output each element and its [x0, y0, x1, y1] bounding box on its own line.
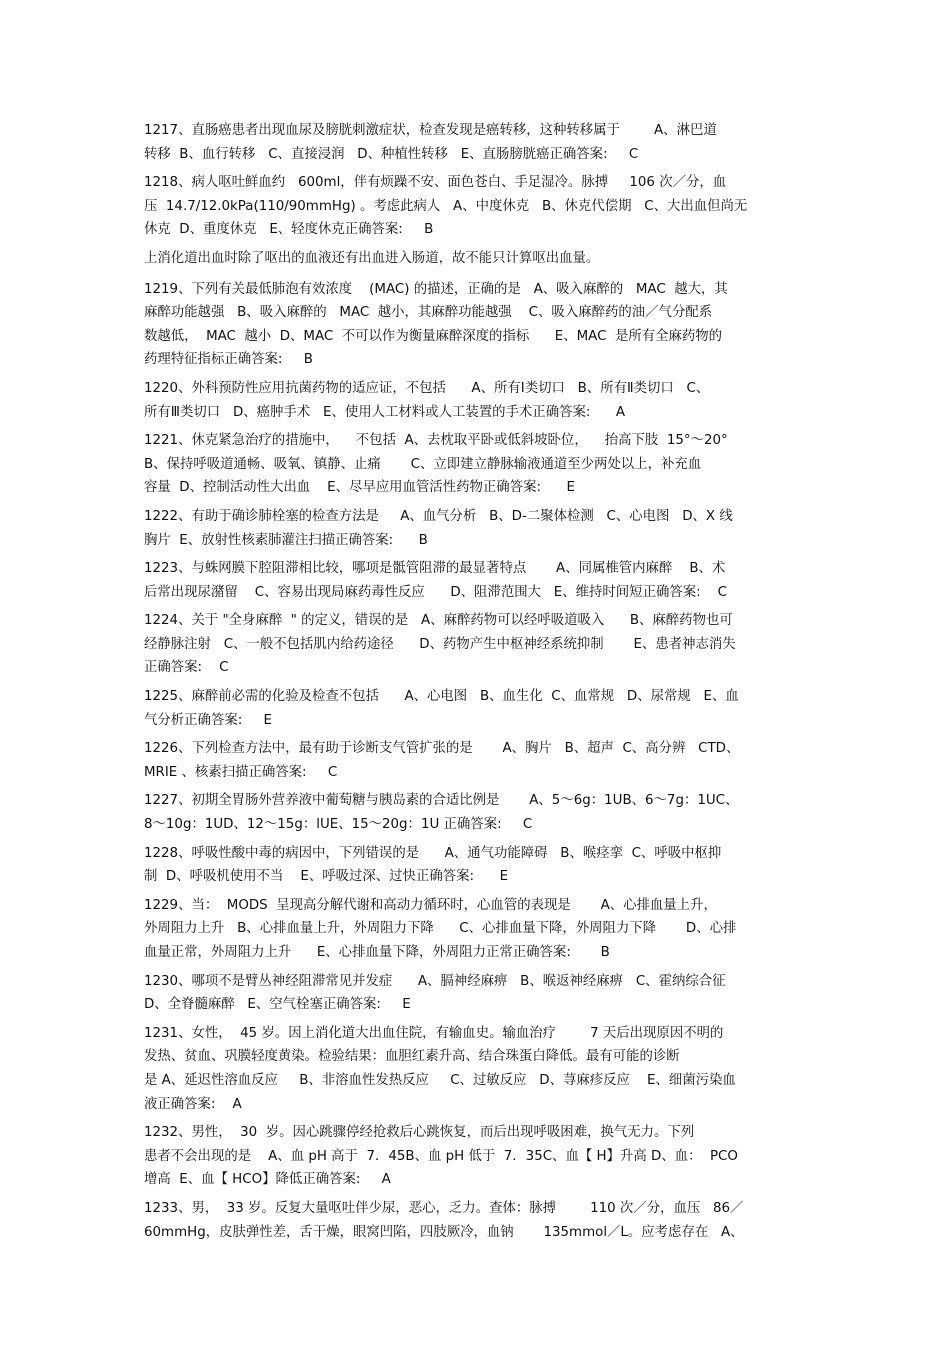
- question-1231: [144, 1022, 810, 1116]
- question-line: 8～10g：1UD、12～15g：lUE、15～20g：1U 正确答案: C: [144, 817, 533, 833]
- question-line: 麻醉功能越强 B、吸入麻醉的 MAC 越小，其麻醉功能越强 C、吸入麻醉药的油／气分配系: [144, 305, 713, 321]
- question-1232: [144, 1121, 810, 1192]
- question-line: 1224、关于 "全身麻醉 " 的定义，错误的是 A、麻醉药物可以经呼吸道吸入 B、麻醉药物也可: [144, 613, 733, 629]
- question-line: D、全脊髓麻醉 E、空气栓塞正确答案: E: [144, 997, 411, 1013]
- question-1230: [144, 970, 810, 1017]
- question-1218: [144, 171, 810, 242]
- question-line: 气分析正确答案: E: [144, 712, 272, 728]
- question-line: 1220、外科预防性应用抗菌药物的适应证，不包括 A、所有Ⅰ类切口 B、所有Ⅱ类切口 C、: [144, 380, 710, 396]
- question-line: 转移 B、血行转移 C、直接浸润 D、种植性转移 E、直肠膀胱癌正确答案: C: [144, 146, 639, 162]
- question-line: 1227、初期全胃肠外营养液中葡萄糖与胰岛素的合适比例是 A、5～6g：1UB、6～7g：1UC、: [144, 793, 739, 809]
- question-line: 经静脉注射 C、一般不包括肌内给药途径 D、药物产生中枢神经系统抑制 E、患者神志消失: [144, 636, 736, 652]
- question-line: 后常出现尿潴留 C、容易出现局麻药毒性反应 D、阻滞范围大 E、维持时间短正确答案: C: [144, 584, 728, 600]
- question-line: 压 14.7/12.0kPa(110/90mmHg) 。考虑此病人 A、中度休克 B、休克代偿期 C、大出血但尚无: [144, 198, 748, 214]
- question-line: 1233、男， 33 岁。反复大量呕吐伴少尿，恶心，乏力。查体：脉搏 110 次／分，血压 86／: [144, 1200, 744, 1216]
- question-line: 所有Ⅲ类切口 D、癌肿手术 E、使用人工材料或人工装置的手术正确答案: A: [144, 404, 626, 420]
- question-line: 1222、有助于确诊肺栓塞的检查方法是 A、血气分析 B、D-二聚体检测 C、心电图 D、X 线: [144, 508, 733, 524]
- question-1233: [144, 1197, 810, 1244]
- question-line: 1218、病人呕吐鲜血约 600ml，伴有烦躁不安、面色苍白、手足湿冷。脉搏 106 次／分，血: [144, 175, 727, 191]
- question-line: 患者不会出现的是 A、血 pH 高于 7．45B、血 pH 低于 7．35C、血【 H】升高 D、血： PCO: [144, 1148, 738, 1164]
- document-body: [144, 119, 810, 1249]
- question-line: 1225、麻醉前必需的化验及检查不包括 A、心电图 B、血生化 C、血常规 D、尿常规 E、血: [144, 689, 739, 705]
- question-line: 增高 E、血【 HCO】降低正确答案: A: [144, 1172, 391, 1188]
- question-1229: [144, 894, 810, 965]
- question-line: 1217、直肠癌患者出现血尿及膀胱刺激症状，检查发现是癌转移，这种转移属于 A、淋巴道: [144, 123, 717, 138]
- question-line: 数越低， MAC 越小 D、MAC 不可以作为衡量麻醉深度的指标 E、MAC 是所有全麻药物的: [144, 328, 723, 344]
- question-line: 1231、女性， 45 岁。因上消化道大出血住院，有输血史。输血治疗 7 天后出现原因不明的: [144, 1025, 724, 1041]
- question-line: MRIE 、核素扫描正确答案: C: [144, 764, 338, 780]
- question-1223: [144, 557, 810, 604]
- question-1226: [144, 737, 810, 784]
- question-line: 1219、下列有关最低肺泡有效浓度 (MAC) 的描述，正确的是 A、吸入麻醉的 MAC 越大，其: [144, 281, 728, 297]
- question-line: 1221、休克紧急治疗的措施中， 不包括 A、去枕取平卧或低斜坡卧位， 抬高下肢 15°～20°: [144, 433, 728, 449]
- question-line: 制 D、呼吸机使用不当 E、呼吸过深、过快正确答案: E: [144, 869, 509, 885]
- question-line: 胸片 E、放射性核素肺灌注扫描正确答案: B: [144, 532, 428, 548]
- question-1221: [144, 429, 810, 500]
- question-line: 1226、下列检查方法中，最有助于诊断支气管扩张的是 A、胸片 B、超声 C、高分辨 CTD、: [144, 741, 740, 757]
- question-line: B、保持呼吸道通畅、吸氧、镇静、止痛 C、立即建立静脉输液通道至少两处以上，补充血: [144, 456, 702, 472]
- question-1227: [144, 789, 810, 836]
- question-1225: [144, 685, 810, 732]
- question-line: 药理特征指标正确答案: B: [144, 352, 313, 368]
- question-line: 血量正常，外周阻力上升 E、心排血量下降，外周阻力正常正确答案: B: [144, 945, 610, 960]
- note-line: 上消化道出血时除了呕出的血液还有出血进入肠道，故不能只计算呕出血量。: [144, 250, 600, 266]
- question-line: 1223、与蛛网膜下腔阻滞相比较，哪项是骶管阻滞的最显著特点 A、同属椎管内麻醉 B、术: [144, 561, 726, 577]
- question-line: 休克 D、重度休克 E、轻度休克正确答案: B: [144, 222, 434, 238]
- question-1217: [144, 119, 810, 166]
- question-line: 外周阻力上升 B、心排血量上升，外周阻力下降 C、心排血量下降，外周阻力下降 D、心排: [144, 921, 737, 937]
- question-1222: [144, 505, 810, 552]
- question-1228: [144, 842, 810, 889]
- question-line: 是 A、延迟性溶血反应 B、非溶血性发热反应 C、过敏反应 D、荨麻疹反应 E、细菌污染血: [144, 1072, 736, 1088]
- question-line: 液正确答案: A: [144, 1096, 242, 1112]
- question-1219: [144, 278, 810, 372]
- question-1220: [144, 377, 810, 424]
- question-line: 1230、哪项不是臂丛神经阻滞常见并发症 A、膈神经麻痹 B、喉返神经麻痹 C、霍纳综合征: [144, 973, 726, 989]
- question-line: 正确答案: C: [144, 660, 229, 676]
- question-line: 60mmHg，皮肤弹性差，舌干燥，眼窝凹陷，四肢厥冷，血钠 135mmol／L。应考虑存在 A、: [144, 1224, 744, 1240]
- question-line: 1228、呼吸性酸中毒的病因中，下列错误的是 A、通气功能障碍 B、喉痉挛 C、呼吸中枢抑: [144, 845, 722, 861]
- question-line: 容量 D、控制活动性大出血 E、尽早应用血管活性药物正确答案: E: [144, 480, 575, 496]
- question-line: 发热、贫血、巩膜轻度黄染。检验结果：血胆红素升高、结合珠蛋白降低。最有可能的诊断: [144, 1049, 680, 1065]
- question-1224: [144, 609, 810, 680]
- question-line: 1229、当： MODS 呈现高分解代谢和高动力循环时，心血管的表现是 A、心排血量上升，: [144, 897, 717, 913]
- question-line: 1232、男性， 30 岁。因心跳骤停经抢救后心跳恢复，而后出现呼吸困难，换气无力。下列: [144, 1125, 695, 1141]
- explanation-note: [144, 247, 810, 271]
